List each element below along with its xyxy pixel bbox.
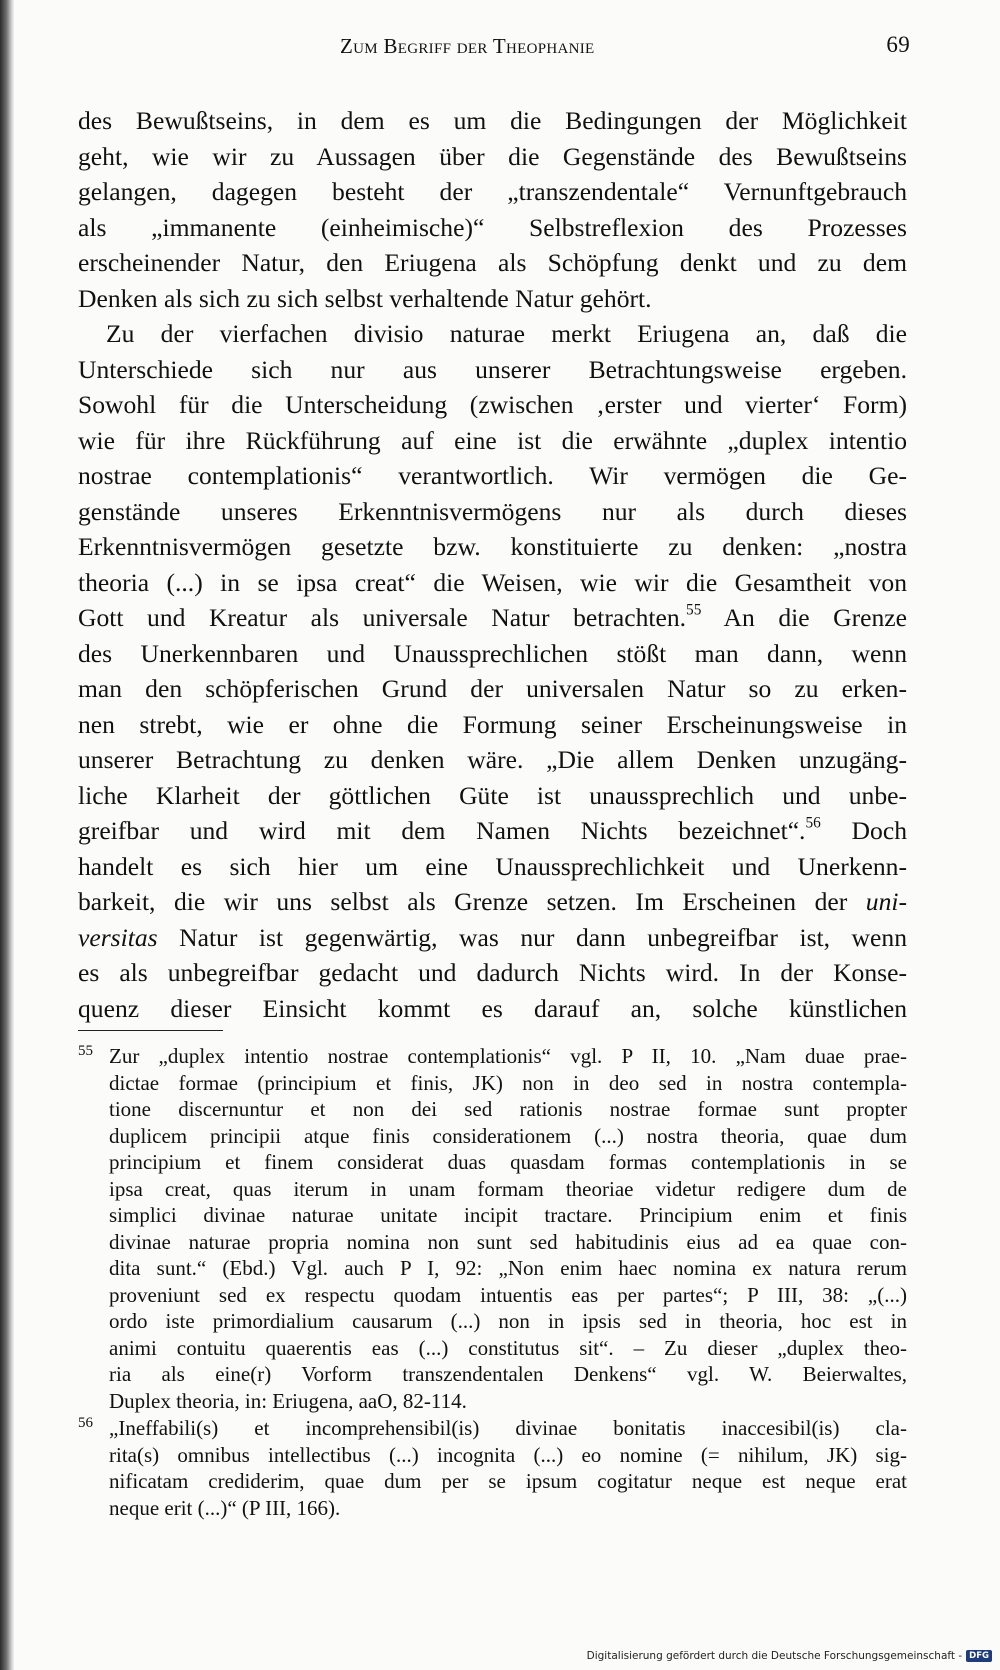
footnote-separator bbox=[78, 1030, 223, 1031]
body-line: nen strebt, wie er ohne die Formung seiner Erscheinungsweise in bbox=[78, 709, 907, 739]
footnote-line: dita sunt.“ (Ebd.) Vgl. auch P I, 92: „Non enim haec nomina ex natura rerum bbox=[109, 1256, 907, 1280]
footnote-line: proveniunt sed ex respectu quodam intuentis eas per partes“; P III, 38: „(...) bbox=[109, 1282, 907, 1307]
body-line: Erkenntnisvermögen gesetzte bzw. konstituierte zu denken: „nostra bbox=[78, 532, 907, 561]
footnotes bbox=[78, 1043, 907, 1521]
footnote-line: „Ineffabili(s) et incomprehensibil(is) divinae bonitatis inaccesibil(is) cla- bbox=[109, 1416, 907, 1440]
footnote-line: rita(s) omnibus intellectibus (...) incognita (...) eo nomine (= nihilum, JK) sig- bbox=[109, 1442, 907, 1467]
footnote-line: simplici divinae naturae unitate incipit tractare. Principium enim et finis bbox=[109, 1203, 907, 1227]
body-line: Unterschiede sich nur aus unserer Betrachtungsweise ergeben. bbox=[78, 354, 907, 384]
footnote-55 bbox=[78, 1043, 907, 1414]
body-line: erscheinender Natur, den Eriugena als Schöpfung denkt und zu dem bbox=[78, 248, 907, 277]
footnote-56 bbox=[78, 1415, 907, 1521]
body-line: nostrae contemplationis“ verantwortlich. Wir vermögen die Ge- bbox=[78, 461, 907, 490]
running-head bbox=[340, 30, 910, 64]
body-line: handelt es sich hier um eine Unaussprechlichkeit und Unerkenn- bbox=[78, 851, 907, 881]
footnote-line: Zur „duplex intentio nostrae contemplationis“ vgl. P II, 10. „Nam duae prae- bbox=[109, 1044, 907, 1068]
body-line bbox=[78, 884, 907, 920]
book-spine-shadow bbox=[0, 0, 14, 1670]
footnote-line: dictae formae (principium et finis, JK) non in deo sed in nostra contempla- bbox=[109, 1070, 907, 1095]
body-line: es als unbegreifbar gedacht und dadurch Nichts wird. In der Konse- bbox=[78, 958, 907, 987]
body-line: Denken als sich zu sich selbst verhaltende Natur gehört. bbox=[78, 283, 652, 313]
footnote-ref-56: 56 bbox=[805, 814, 821, 832]
footnote-line: animi contuitu quaerentis eas (...) constitutus sit“. – Zu dieser „duplex theo- bbox=[109, 1335, 907, 1360]
dfg-logo: DFG bbox=[966, 1650, 992, 1662]
body-line-text: Natur ist gegenwärtig, was nur dann unbegreifbar ist, wenn bbox=[157, 922, 907, 952]
credit-text: Digitalisierung gefördert durch die Deutsche Forschungsgemeinschaft - bbox=[586, 1650, 963, 1662]
footnote-number: 56 bbox=[78, 1415, 93, 1431]
footnote-line: ria als eine(r) Vorform transzendentalen Denkens“ vgl. W. Beierwaltes, bbox=[109, 1362, 907, 1386]
footnote-line: Duplex theoria, in: Eriugena, aaO, 82-114. bbox=[109, 1388, 467, 1413]
page-number: 69 bbox=[886, 32, 910, 57]
body-line bbox=[78, 813, 907, 849]
footnote-line: principium et finem considerat duas quasdam formas contemplationis in se bbox=[109, 1150, 907, 1174]
body-line-text: greifbar und wird mit dem Namen Nichts bezeichnet“. bbox=[78, 816, 806, 845]
body-line bbox=[78, 600, 907, 636]
footnote-line: ipsa creat, quas iterum in unam formam theoriae videtur redigere dum de bbox=[109, 1176, 907, 1201]
footnote-line: divinae naturae propria nomina non sunt sed habitudinis eius ad ea quae con- bbox=[109, 1229, 907, 1254]
running-head-title: Zum Begriff der Theophanie bbox=[340, 34, 595, 58]
body-line: des Unerkennbaren und Unaussprechlichen stößt man dann, wenn bbox=[78, 638, 907, 668]
footnote-ref-55: 55 bbox=[686, 601, 702, 619]
body-line: geht, wie wir zu Aussagen über die Gegenstände des Bewußtseins bbox=[78, 141, 907, 171]
footnote-line: nificatam crediderim, quae dum per se ipsum cogitatur neque est neque erat bbox=[109, 1469, 907, 1493]
italic-term: uni- bbox=[865, 887, 907, 916]
body-line bbox=[78, 920, 907, 956]
digitization-credit bbox=[587, 1648, 992, 1664]
body-line: genstände unseres Erkenntnisvermögens nur als durch dieses bbox=[78, 496, 907, 526]
body-line: unserer Betrachtung zu denken wäre. „Die allem Denken unzugäng- bbox=[78, 745, 907, 774]
body-line-text: Doch bbox=[820, 816, 907, 845]
footnote-line: duplicem principii atque finis considerationem (...) nostra theoria, quae dum bbox=[109, 1123, 907, 1148]
body-line: des Bewußtseins, in dem es um die Bedingungen der Möglichkeit bbox=[78, 106, 907, 135]
footnote-number: 55 bbox=[78, 1043, 93, 1059]
italic-term: versitas bbox=[78, 922, 158, 952]
body-text bbox=[78, 103, 907, 1026]
body-line: wie für ihre Rückführung auf eine ist die erwähnte „duplex intentio bbox=[78, 425, 907, 455]
body-line: gelangen, dagegen besteht der „transzendentale“ Vernunftgebrauch bbox=[78, 177, 907, 206]
body-line: als „immanente (einheimische)“ Selbstreflexion des Prozesses bbox=[78, 212, 907, 242]
body-line: quenz dieser Einsicht kommt es darauf an, solche künstlichen bbox=[78, 993, 907, 1023]
body-line: Sowohl für die Unterscheidung (zwischen ‚erster und vierter‘ Form) bbox=[78, 390, 907, 419]
footnote-line: neque erit (...)“ (P III, 166). bbox=[109, 1495, 341, 1520]
footnote-line: tione discernuntur et non dei sed rationis nostrae formae sunt propter bbox=[109, 1097, 907, 1121]
body-line: theoria (...) in se ipsa creat“ die Weisen, wie wir die Gesamtheit von bbox=[78, 567, 907, 597]
body-line: liche Klarheit der göttlichen Güte ist unaussprechlich und unbe- bbox=[78, 780, 907, 810]
body-line-text: Gott und Kreatur als universale Natur betrachten. bbox=[78, 603, 687, 632]
body-line-text: barkeit, die wir uns selbst als Grenze setzen. Im Erscheinen der bbox=[78, 887, 866, 916]
body-line: man den schöpferischen Grund der universalen Natur so zu erken- bbox=[78, 674, 907, 703]
footnote-line: ordo iste primordialium causarum (...) non in ipsis sed in theoria, hoc est in bbox=[109, 1309, 907, 1333]
body-line-text: An die Grenze bbox=[701, 603, 907, 632]
body-line: Zu der vierfachen divisio naturae merkt Eriugena an, daß die bbox=[106, 319, 907, 348]
